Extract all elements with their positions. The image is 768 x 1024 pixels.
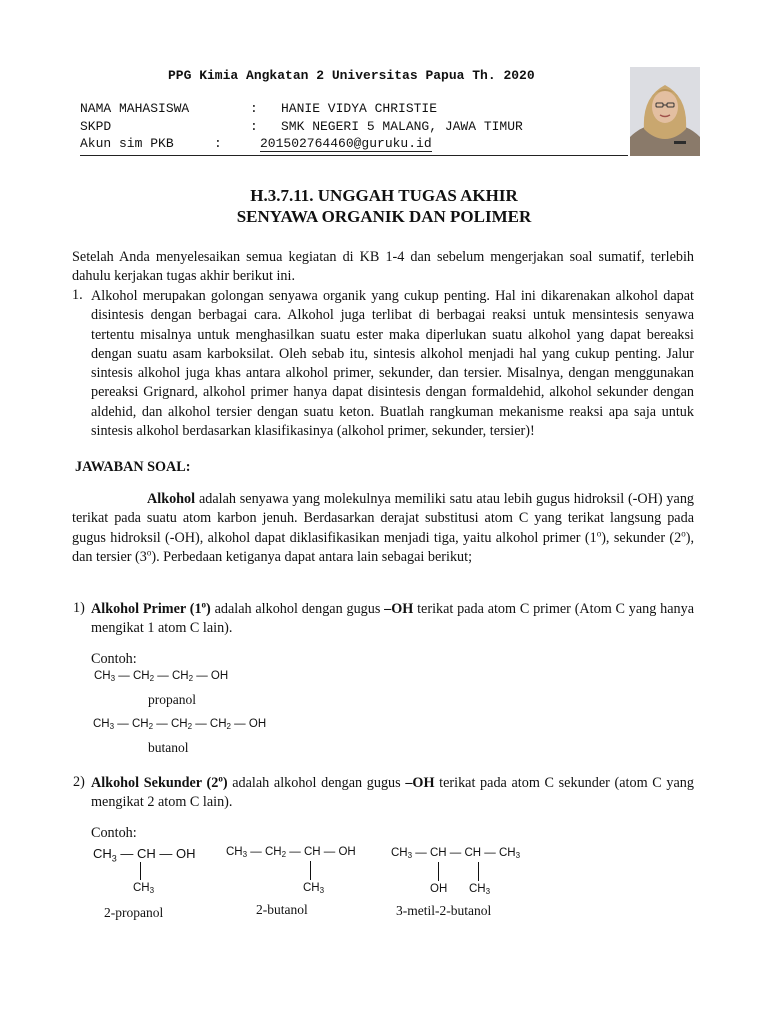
header-row-skpd — [80, 119, 523, 134]
student-photo — [630, 67, 700, 156]
secondary-description: Alkohol Sekunder (2$^o$) adalah alkohol dengan gugus –OH terikat pada atom C sekunder (atom C yang mengikat 2 atom C lain). — [91, 773, 694, 811]
bond-line — [310, 861, 311, 880]
propanol-formula: $CH_3$ — $CH_2$ — $CH_2$ — OH — [94, 670, 229, 683]
student-name: HANIE VIDYA CHRISTIE — [281, 101, 438, 116]
definition-term: Alkohol — [147, 491, 196, 507]
header-label: Akun sim PKB — [80, 136, 174, 151]
section-number-secondary: 2) — [73, 774, 85, 790]
question-number: 1. — [72, 287, 83, 303]
header-label: SKPD — [80, 119, 112, 134]
isopropanol-name: 2-propanol — [104, 905, 164, 920]
hydroxyl-branch: OH — [430, 883, 448, 895]
header-rule — [80, 155, 628, 156]
butanol-formula: $CH_3$ — $CH_2$ — $CH_2$ — $CH_2$ — OH — [93, 718, 267, 731]
header-label: NAMA MAHASISWA — [80, 101, 190, 116]
header-sep: : — [214, 136, 222, 151]
3-methyl-2-butanol-name: 3-metil-2-butanol — [396, 903, 492, 918]
bond-line — [438, 862, 439, 881]
account-email: 201502764460@guruku.id — [260, 136, 432, 151]
bond-line — [478, 862, 479, 881]
butanol-name: butanol — [148, 740, 189, 755]
bond-line — [140, 862, 141, 880]
methyl-branch: $CH_3$ — [303, 882, 325, 895]
header-sep: : — [250, 119, 258, 134]
intro-paragraph: Setelah Anda menyelesaikan semua kegiatan di KB 1-4 dan sebelum mengerjakan soal sumatif, terlebih dahulu kerjakan tugas akhir berikut ini. — [72, 249, 694, 285]
primary-example-label: Contoh: — [91, 651, 137, 667]
methyl-branch: $CH_3$ — [133, 882, 155, 895]
alcohol-definition: Alkohol adalah senyawa yang molekulnya memiliki satu atau lebih gugus hidroksil (-OH) yang terikat pada suatu atom karbon jenuh. Berdasarkan derajat substitusi atom C yang terikat langsung pada gugus hidroksil (-OH), alkohol dapat diklasifikasikan menjadi tiga, yaitu alkohol primer (1$^o$), sekunder (2$^o$), dan tersier (3$^o$). Perbedaan ketiganya dapat antara lain sebagai berikut; — [72, 491, 695, 565]
question-text: Alkohol merupakan golongan senyawa organik yang cukup penting. Hal ini dikarenakan alkohol dapat disintesis dengan berbagai cara. Alkohol juga terlibat di berbagai reaksi untuk mensintesis senyawa tertentu misalnya untuk menghasilkan suatu ester maka diperlukan suatu alkohol yang dapat bereaksi dengan suatu asam karboksilat. Oleh sebab itu, sintesis alkohol menjadi hal yang cukup penting. Jalur sintesis alkohol juga khas antara alkohol primer, sekunder, dan tersier. Misalnya, dengan menggunakan pereaksi Grignard, alkohol primer hanya dapat disintesis dengan formaldehid, alkohol sekunder dengan aldehid, dan alkohol tersier dengan suatu keton. Buatlah rangkuman mekanisme reaksi apa saja untuk sintesis alkohol berdasarkan klasifikasinya (alkohol primer, sekunder, tersier)! — [91, 288, 694, 440]
answer-heading: JAWABAN SOAL: — [75, 459, 191, 475]
page-title-line1: H.3.7.11. UNGGAH TUGAS AKHIR — [250, 186, 518, 205]
header-sep: : — [250, 101, 258, 116]
primary-description: Alkohol Primer (1$^o$) adalah alkohol dengan gugus –OH terikat pada atom C primer (Atom C yang hanya mengikat 1 atom C lain). — [91, 599, 694, 637]
secondary-example-label: Contoh: — [91, 825, 137, 841]
page-title-line2: SENYAWA ORGANIK DAN POLIMER — [236, 207, 532, 226]
methyl-branch: $CH_3$ — [469, 883, 491, 896]
school-name: SMK NEGERI 5 MALANG, JAWA TIMUR — [281, 119, 523, 134]
propanol-name: propanol — [148, 692, 196, 707]
header-row-account — [80, 136, 432, 152]
header-row-name — [80, 101, 437, 116]
2-butanol-name: 2-butanol — [256, 902, 308, 917]
section-number-primary: 1) — [73, 600, 85, 616]
institution-line: PPG Kimia Angkatan 2 Universitas Papua Th. 2020 — [168, 68, 535, 83]
isopropanol-formula: $CH_3$ — CH — OH — [93, 846, 196, 864]
2-butanol-formula: $CH_3$ — $CH_2$ — CH — OH — [226, 846, 356, 859]
3-methyl-2-butanol-formula: $CH_3$ — CH — CH — $CH_3$ — [391, 847, 521, 860]
